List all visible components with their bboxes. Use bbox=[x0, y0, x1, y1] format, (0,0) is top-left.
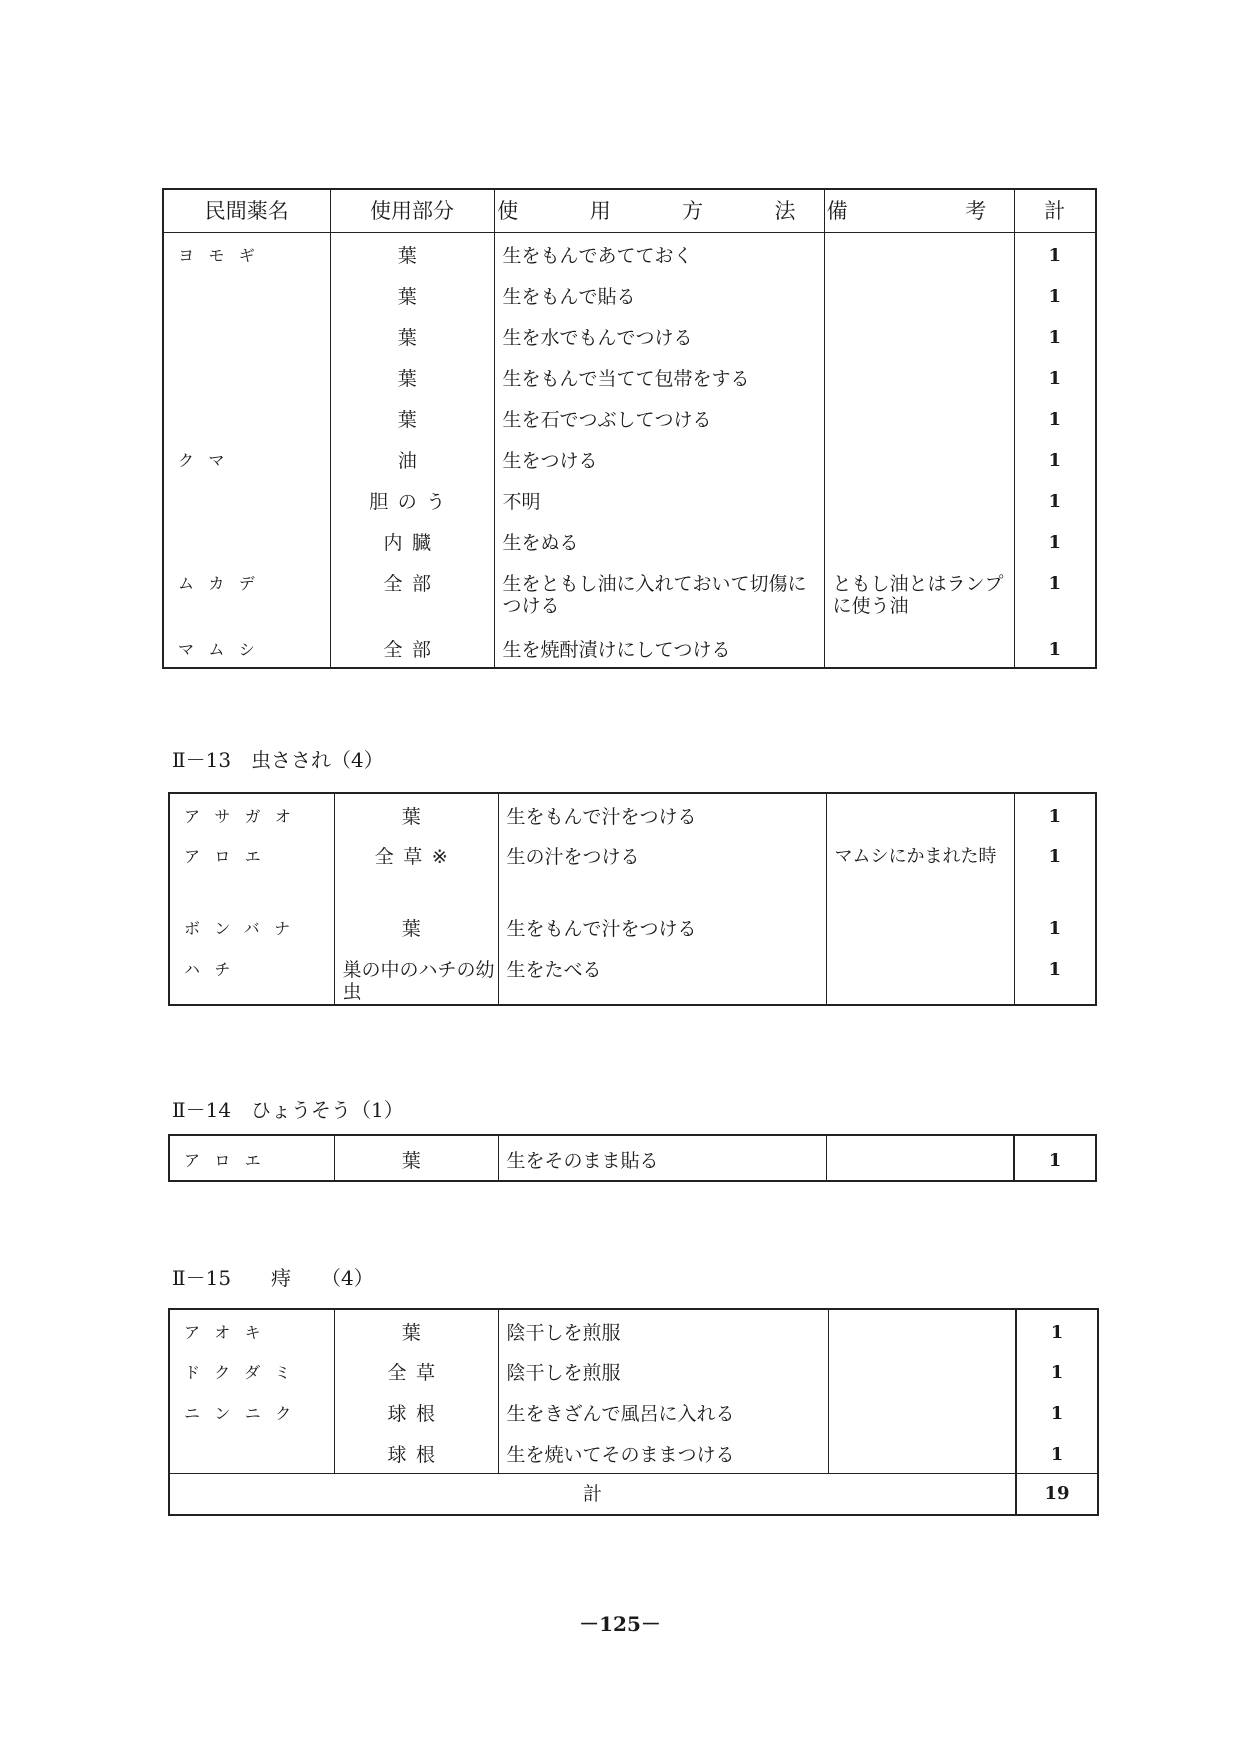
remedy-name: ムカデ bbox=[163, 561, 330, 627]
part-used: 葉 bbox=[330, 356, 494, 397]
note bbox=[824, 356, 1014, 397]
section-title-13: Ⅱ－13 虫さされ（4） bbox=[172, 748, 384, 772]
remedy-name bbox=[163, 397, 330, 438]
remedy-name: ニンニク bbox=[169, 1391, 334, 1432]
count: 1 bbox=[1014, 479, 1096, 520]
method: 生をそのまま貼る bbox=[498, 1135, 826, 1181]
remedy-table-13 bbox=[168, 792, 1097, 1006]
table-row bbox=[163, 520, 1096, 561]
count: 1 bbox=[1014, 793, 1096, 834]
count: 1 bbox=[1014, 274, 1096, 315]
count: 1 bbox=[1014, 397, 1096, 438]
header-method: 使 用 方 法 bbox=[494, 189, 824, 233]
section-title-14: Ⅱ－14 ひょうそう（1） bbox=[172, 1098, 404, 1122]
part-used: 葉 bbox=[330, 233, 494, 274]
remedy-name: アロエ bbox=[169, 1135, 334, 1181]
remedy-name: ボンバナ bbox=[169, 906, 334, 947]
method: 生をたべる bbox=[498, 947, 826, 1005]
remedy-name bbox=[163, 315, 330, 356]
part-used: 葉 bbox=[334, 793, 498, 834]
part-used: 葉 bbox=[334, 1135, 498, 1181]
part-used: 球根 bbox=[334, 1432, 498, 1473]
method: 不明 bbox=[494, 479, 824, 520]
method: 生を焼いてそのままつける bbox=[498, 1432, 828, 1473]
method: 陰干しを煎服 bbox=[498, 1350, 828, 1391]
note bbox=[826, 1135, 1014, 1181]
note bbox=[824, 520, 1014, 561]
count: 1 bbox=[1014, 561, 1096, 627]
remedy-name: アオキ bbox=[169, 1309, 334, 1350]
count: 1 bbox=[1014, 520, 1096, 561]
note bbox=[826, 947, 1014, 1005]
note bbox=[828, 1391, 1016, 1432]
table-row bbox=[169, 1135, 1096, 1181]
table-row bbox=[163, 274, 1096, 315]
note bbox=[824, 627, 1014, 668]
note bbox=[828, 1350, 1016, 1391]
part-used: 葉 bbox=[334, 1309, 498, 1350]
part-used: 球根 bbox=[334, 1391, 498, 1432]
table-row bbox=[163, 397, 1096, 438]
note bbox=[828, 1432, 1016, 1473]
remedy-name: ドクダミ bbox=[169, 1350, 334, 1391]
note: ともし油とはランプに使う油 bbox=[824, 561, 1014, 627]
note bbox=[824, 397, 1014, 438]
table-row bbox=[163, 356, 1096, 397]
count: 1 bbox=[1014, 834, 1096, 906]
method: 生をつける bbox=[494, 438, 824, 479]
count: 1 bbox=[1016, 1309, 1098, 1350]
table-row bbox=[163, 315, 1096, 356]
remedy-name bbox=[163, 520, 330, 561]
remedy-name: ハチ bbox=[169, 947, 334, 1005]
table-row bbox=[169, 834, 1096, 906]
count: 1 bbox=[1014, 906, 1096, 947]
table-row bbox=[169, 793, 1096, 834]
remedy-name: アサガオ bbox=[169, 793, 334, 834]
method: 生をぬる bbox=[494, 520, 824, 561]
method: 陰干しを煎服 bbox=[498, 1309, 828, 1350]
table-header-row bbox=[163, 189, 1096, 233]
total-label: 計 bbox=[169, 1473, 1016, 1515]
method: 生をきざんで風呂に入れる bbox=[498, 1391, 828, 1432]
method: 生をもんで汁をつける bbox=[498, 906, 826, 947]
method: 生を水でもんでつける bbox=[494, 315, 824, 356]
header-count: 計 bbox=[1014, 189, 1096, 233]
page-number: －125－ bbox=[579, 1612, 661, 1636]
method: 生の汁をつける bbox=[498, 834, 826, 906]
count: 1 bbox=[1014, 356, 1096, 397]
note bbox=[826, 793, 1014, 834]
remedy-name: クマ bbox=[163, 438, 330, 479]
method: 生を焼酎漬けにしてつける bbox=[494, 627, 824, 668]
table-row bbox=[163, 233, 1096, 274]
count: 1 bbox=[1014, 627, 1096, 668]
total-value: 19 bbox=[1016, 1473, 1098, 1515]
part-used: 全草 bbox=[334, 1350, 498, 1391]
note bbox=[824, 233, 1014, 274]
part-used: 葉 bbox=[330, 397, 494, 438]
table-row bbox=[169, 1432, 1098, 1473]
table-row bbox=[163, 561, 1096, 627]
part-used: 巣の中のハチの幼虫 bbox=[334, 947, 498, 1005]
table-row bbox=[169, 906, 1096, 947]
remedy-name bbox=[163, 479, 330, 520]
count: 1 bbox=[1014, 315, 1096, 356]
part-used: 全草※ bbox=[334, 834, 498, 906]
method: 生をもんで貼る bbox=[494, 274, 824, 315]
part-used: 胆のう bbox=[330, 479, 494, 520]
part-used: 葉 bbox=[330, 274, 494, 315]
count: 1 bbox=[1014, 947, 1096, 1005]
table-row bbox=[169, 1309, 1098, 1350]
count: 1 bbox=[1016, 1432, 1098, 1473]
remedy-name bbox=[169, 1432, 334, 1473]
note bbox=[824, 315, 1014, 356]
method: 生を石でつぶしてつける bbox=[494, 397, 824, 438]
note: マムシにかまれた時 bbox=[826, 834, 1014, 906]
header-notes: 備 考 bbox=[824, 189, 1014, 233]
table-row bbox=[163, 627, 1096, 668]
section-title-15: Ⅱ－15 痔 （4） bbox=[172, 1266, 374, 1290]
method: 生をともし油に入れておいて切傷につける bbox=[494, 561, 824, 627]
part-used: 全部 bbox=[330, 561, 494, 627]
remedy-table-main bbox=[162, 188, 1097, 669]
method: 生をもんで当てて包帯をする bbox=[494, 356, 824, 397]
table-row bbox=[169, 947, 1096, 1005]
total-row bbox=[169, 1473, 1098, 1515]
header-remedy-name: 民間薬名 bbox=[163, 189, 330, 233]
count: 1 bbox=[1014, 1135, 1096, 1181]
note bbox=[824, 274, 1014, 315]
remedy-name bbox=[163, 356, 330, 397]
note bbox=[824, 438, 1014, 479]
table-row bbox=[163, 479, 1096, 520]
part-used: 全部 bbox=[330, 627, 494, 668]
count: 1 bbox=[1014, 438, 1096, 479]
note bbox=[828, 1309, 1016, 1350]
remedy-name: ヨモギ bbox=[163, 233, 330, 274]
note bbox=[826, 906, 1014, 947]
table-row bbox=[169, 1391, 1098, 1432]
part-used: 内臓 bbox=[330, 520, 494, 561]
header-part-used: 使用部分 bbox=[330, 189, 494, 233]
method: 生をもんで汁をつける bbox=[498, 793, 826, 834]
remedy-name: マムシ bbox=[163, 627, 330, 668]
table-row bbox=[163, 438, 1096, 479]
remedy-name: アロエ bbox=[169, 834, 334, 906]
count: 1 bbox=[1016, 1350, 1098, 1391]
method: 生をもんであてておく bbox=[494, 233, 824, 274]
part-used: 葉 bbox=[330, 315, 494, 356]
note bbox=[824, 479, 1014, 520]
count: 1 bbox=[1014, 233, 1096, 274]
table-row bbox=[169, 1350, 1098, 1391]
remedy-name bbox=[163, 274, 330, 315]
part-used: 油 bbox=[330, 438, 494, 479]
part-used: 葉 bbox=[334, 906, 498, 947]
remedy-table-15 bbox=[168, 1308, 1099, 1516]
remedy-table-14 bbox=[168, 1134, 1097, 1182]
count: 1 bbox=[1016, 1391, 1098, 1432]
